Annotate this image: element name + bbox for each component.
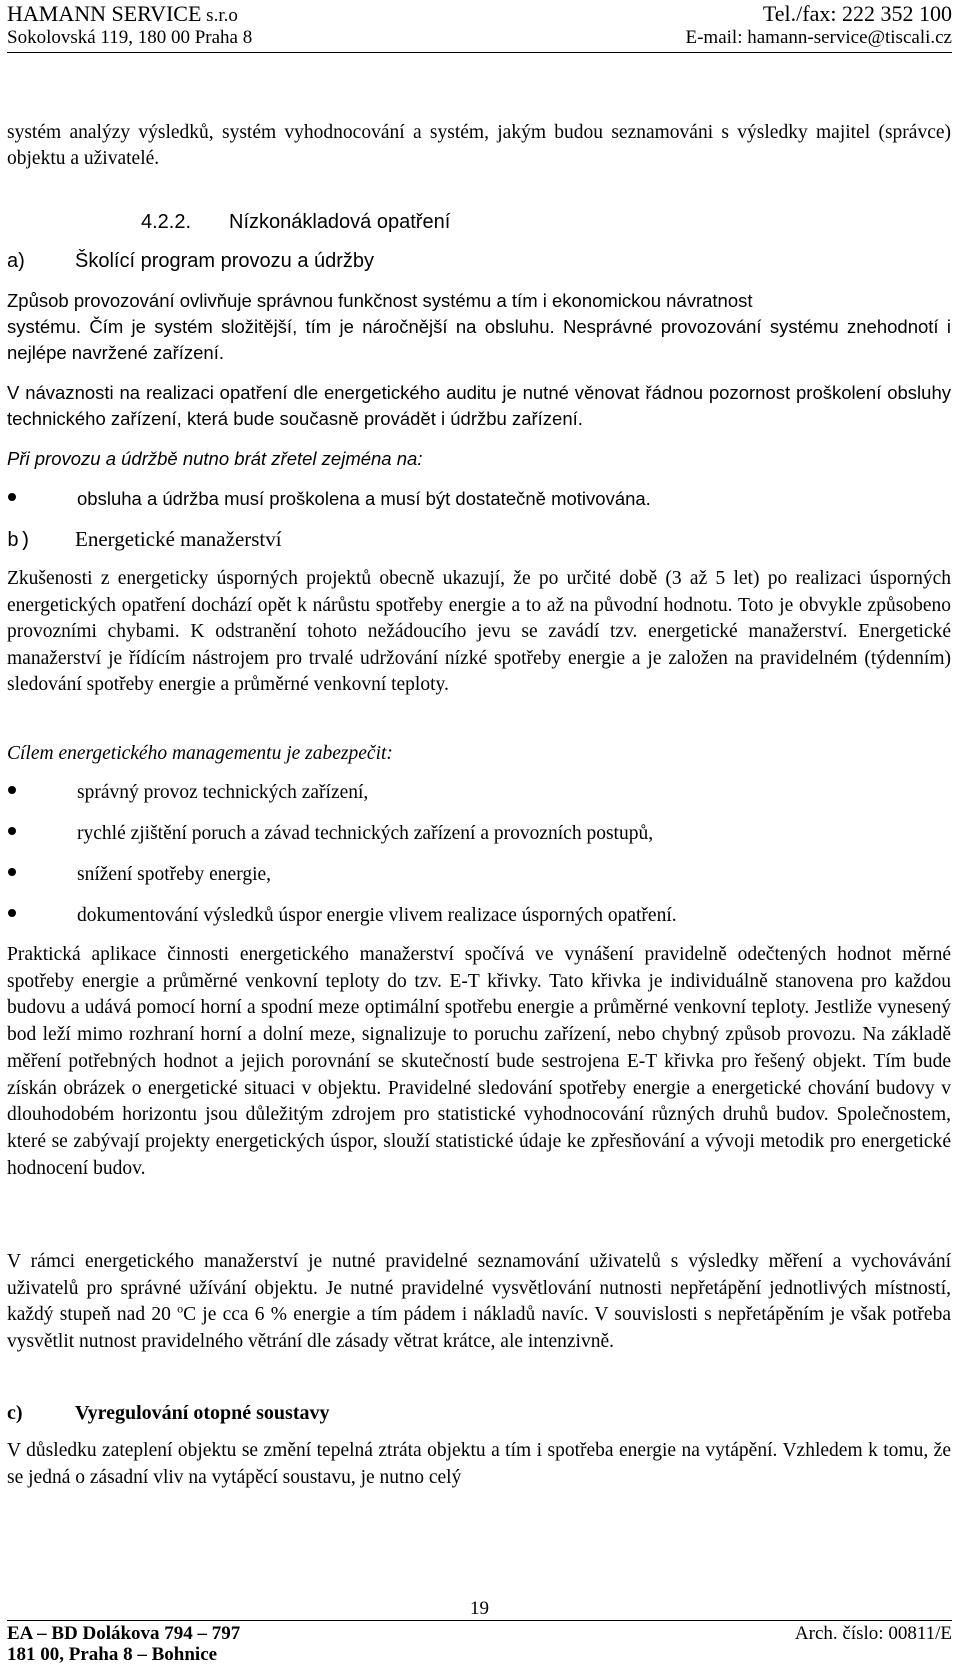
list-item: dokumentování výsledků úspor energie vlivem realizace úsporných opatření. bbox=[77, 905, 677, 926]
page-number: 19 bbox=[470, 1598, 489, 1619]
paragraph-a3: Při provozu a údržbě nutno brát zřetel zejména na: bbox=[7, 448, 423, 469]
page-header bbox=[7, 0, 952, 53]
list-item: správný provoz technických zařízení, bbox=[77, 782, 369, 803]
subsection-c-title: Vyregulování otopné soustavy bbox=[75, 1402, 330, 1424]
section-title: Nízkonákladová opatření bbox=[229, 211, 451, 233]
footer-location: 181 00, Praha 8 – Bohnice bbox=[7, 1644, 218, 1665]
page-footer bbox=[7, 1598, 952, 1667]
subsection-b-label: b) bbox=[7, 530, 32, 553]
section-number: 4.2.2. bbox=[141, 211, 192, 233]
subsection-a-label: a) bbox=[7, 250, 25, 272]
subsection-a-title: Školící program provozu a údržby bbox=[75, 250, 375, 272]
list-item: snížení spotřeby energie, bbox=[77, 864, 272, 885]
section-heading bbox=[7, 209, 951, 235]
subsection-c-label: c) bbox=[7, 1402, 23, 1424]
company-phone: Tel./fax: 222 352 100 bbox=[762, 1, 952, 26]
paragraph-a2: V návaznosti na realizaci opatření dle energetického auditu je nutné věnovat řádnou pozornost proškolení obsluhy technického zařízení, která bude současně provádět i údržbu zařízení. bbox=[7, 382, 951, 429]
bullet-list-b bbox=[7, 780, 951, 944]
intro-paragraph: systém analýzy výsledků, systém vyhodnocování a systém, jakým budou seznamováni s výsledky majitel (správce) objektu a uživatelé. bbox=[7, 122, 951, 170]
company-address: Sokolovská 119, 180 00 Praha 8 bbox=[7, 27, 253, 48]
subsection-a-heading bbox=[7, 248, 951, 274]
paragraph-a1: Způsob provozování ovlivňuje správnou funkčnost systému a tím i ekonomickou návratnost systému. Čím je systém složitější, tím je náročnější na obsluhu. Nesprávné provozování systému znehodnotí i nejlépe navržené zařízení. bbox=[7, 290, 951, 363]
subsection-b-heading bbox=[7, 526, 951, 555]
subsection-b-title: Energetické manažerství bbox=[75, 527, 282, 551]
subsection-c-heading bbox=[7, 1400, 951, 1426]
paragraph-b2: Cílem energetického managementu je zabezpečit: bbox=[7, 743, 393, 764]
bullet-list-a bbox=[7, 486, 951, 512]
footer-divider bbox=[7, 1620, 952, 1621]
paragraph-c1: V důsledku zateplení objektu se změní tepelná ztráta objektu a tím i spotřeba energie na vytápění. Vzhledem k tomu, že se jedná o zásadní vliv na vytápěcí soustavu, je nutno celý bbox=[7, 1440, 951, 1488]
company-name: HAMANN SERVICE s.r.o bbox=[7, 1, 238, 26]
paragraph-b3: Praktická aplikace činnosti energetického manažerství spočívá ve vynášení pravidelně odečtených hodnot měrné spotřeby energie a průměrné venkovní teploty do tzv. E-T křivky. Tato křivka je individuálně stanovena pro každou budovu a udává pomocí horní a spodní meze optimální spotřebu energie a průměrné venkovní teploty. Jestliže vynesený bod leží mimo rozhraní horní a dolní meze, signalizuje to poruchu zařízení, nebo chybný způsob provozu. Na základě měření potřebných hodnot a jejich porovnání se skutečností bude sestrojena E-T křivka pro řešený objekt. Tím bude získán obrázek o energetické situaci v objektu. Pravidelné sledování spotřeby energie a energetické chování budovy v dlouhodobém horizontu jsou důležitým zdrojem pro statistické vyhodnocování různých druhů budov. Společnostem, které se zabývají projekty energetických úspor, slouží statistické údaje ke zpřesňování a vývoji metodik pro energetické hodnocení budov. bbox=[7, 944, 951, 1179]
footer-project: EA – BD Dolákova 794 – 797 bbox=[7, 1623, 241, 1644]
list-item: obsluha a údržba musí proškolena a musí být dostatečně motivována. bbox=[77, 488, 651, 509]
paragraph-b1: Zkušenosti z energeticky úsporných projektů obecně ukazují, že po určité době (3 až 5 let) po realizaci úsporných energetických opatření dochází opět k nárůstu spotřeby energie a to až na původní hodnotu. Toto je obvykle způsobeno provozními chybami. K odstranění tohoto nežádoucího jevu se zavádí tzv. energetické manažerství. Energetické manažerství je řídícím nástrojem pro trvalé udržování nízké spotřeby energie a je založen na pravidelném (týdenním) sledování spotřeby energie a průměrné venkovní teploty. bbox=[7, 568, 951, 696]
list-item: rychlé zjištění poruch a závad technických zařízení a provozních postupů, bbox=[77, 823, 654, 844]
footer-archive-number: Arch. číslo: 00811/E bbox=[794, 1623, 952, 1644]
company-email: E-mail: hamann-service@tiscali.cz bbox=[685, 27, 952, 48]
paragraph-b4: V rámci energetického manažerství je nutné pravidelné seznamování uživatelů s výsledky měření a vychovávání uživatelů pro správné užívání objektu. Je nutné pravidelné vysvětlování nutnosti nepřetápění jednotlivých místností, každý stupeň nad 20 $^o$C je cca 6 % energie a tím pádem i nákladů navíc. V souvislosti s nepřetápěním je však potřeba vysvětlit nutnost pravidelného větrání dle zásady větrat krátce, ale intenzivně. bbox=[7, 1251, 951, 1352]
